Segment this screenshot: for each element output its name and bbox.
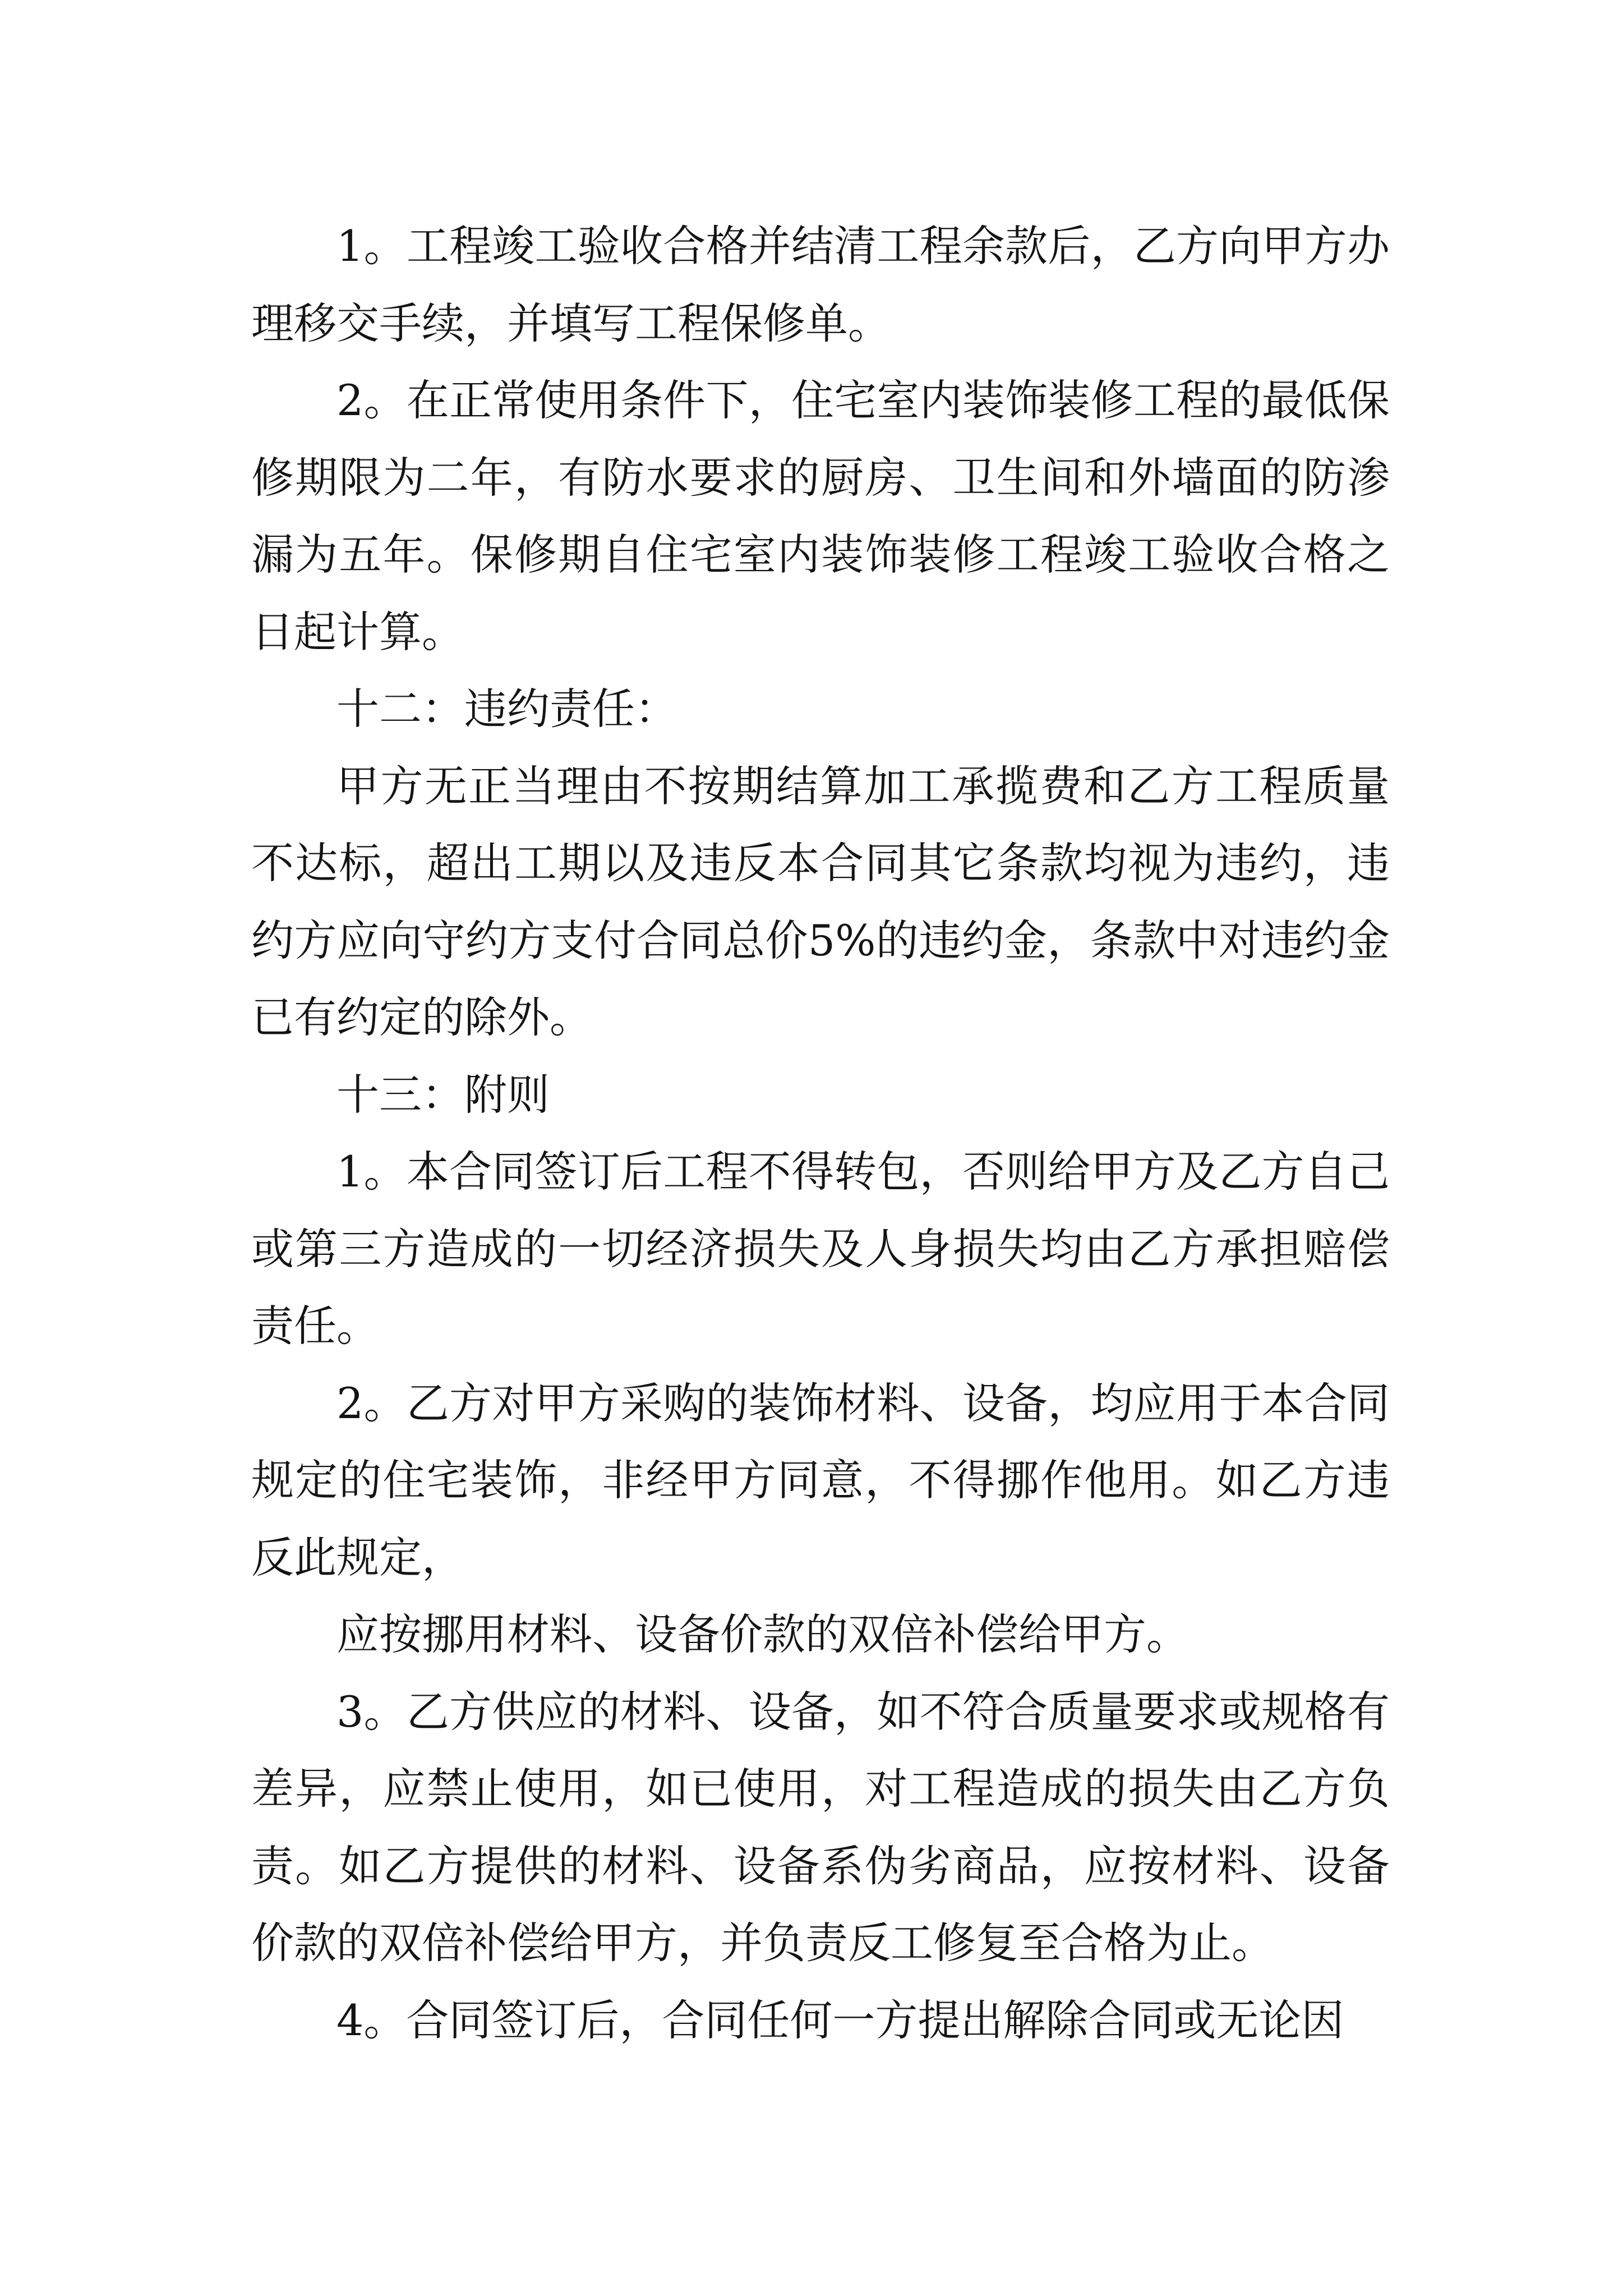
- paragraph-double-compensation: 应按挪用材料、设备价款的双倍补偿给甲方。: [336, 1609, 1189, 1659]
- document-body: [251, 208, 1390, 2059]
- paragraph-materials-use: 2。乙方对甲方采购的装饰材料、设备，均应用于本合同规定的住宅装饰，非经甲方同意，不得挪作他用。如乙方违反此规定，: [251, 1378, 1390, 1582]
- paragraph-termination: 4。合同签订后，合同任何一方提出解除合同或无论因: [336, 1995, 1344, 2045]
- paragraph-no-subcontract: 1。本合同签订后工程不得转包，否则给甲方及乙方自己或第三方造成的一切经济损失及人身损失均由乙方承担赔偿责任。: [251, 1147, 1390, 1351]
- paragraph-handover: 1。工程竣工验收合格并结清工程余款后，乙方向甲方办理移交手续，并填写工程保修单。: [251, 221, 1390, 348]
- section-heading-breach: 十二：违约责任：: [336, 684, 677, 734]
- paragraph-warranty-period: 2。在正常使用条件下，住宅室内装饰装修工程的最低保修期限为二年，有防水要求的厨房、卫生间和外墙面的防渗漏为五年。保修期自住宅室内装饰装修工程竣工验收合格之日起计算。: [251, 375, 1390, 657]
- paragraph-supplied-materials: 3。乙方供应的材料、设备，如不符合质量要求或规格有差异，应禁止使用，如已使用，对工程造成的损失由乙方负责。如乙方提供的材料、设备系伪劣商品，应按材料、设备价款的双倍补偿给甲方，并负责反工修复至合格为止。: [251, 1686, 1390, 1968]
- paragraph-breach-liability: 甲方无正当理由不按期结算加工承揽费和乙方工程质量不达标，超出工期以及违反本合同其它条款均视为违约，违约方应向守约方支付合同总价5%的违约金，条款中对违约金已有约定的除外。: [251, 761, 1390, 1042]
- section-heading-supplementary: 十三：附则: [336, 1069, 550, 1120]
